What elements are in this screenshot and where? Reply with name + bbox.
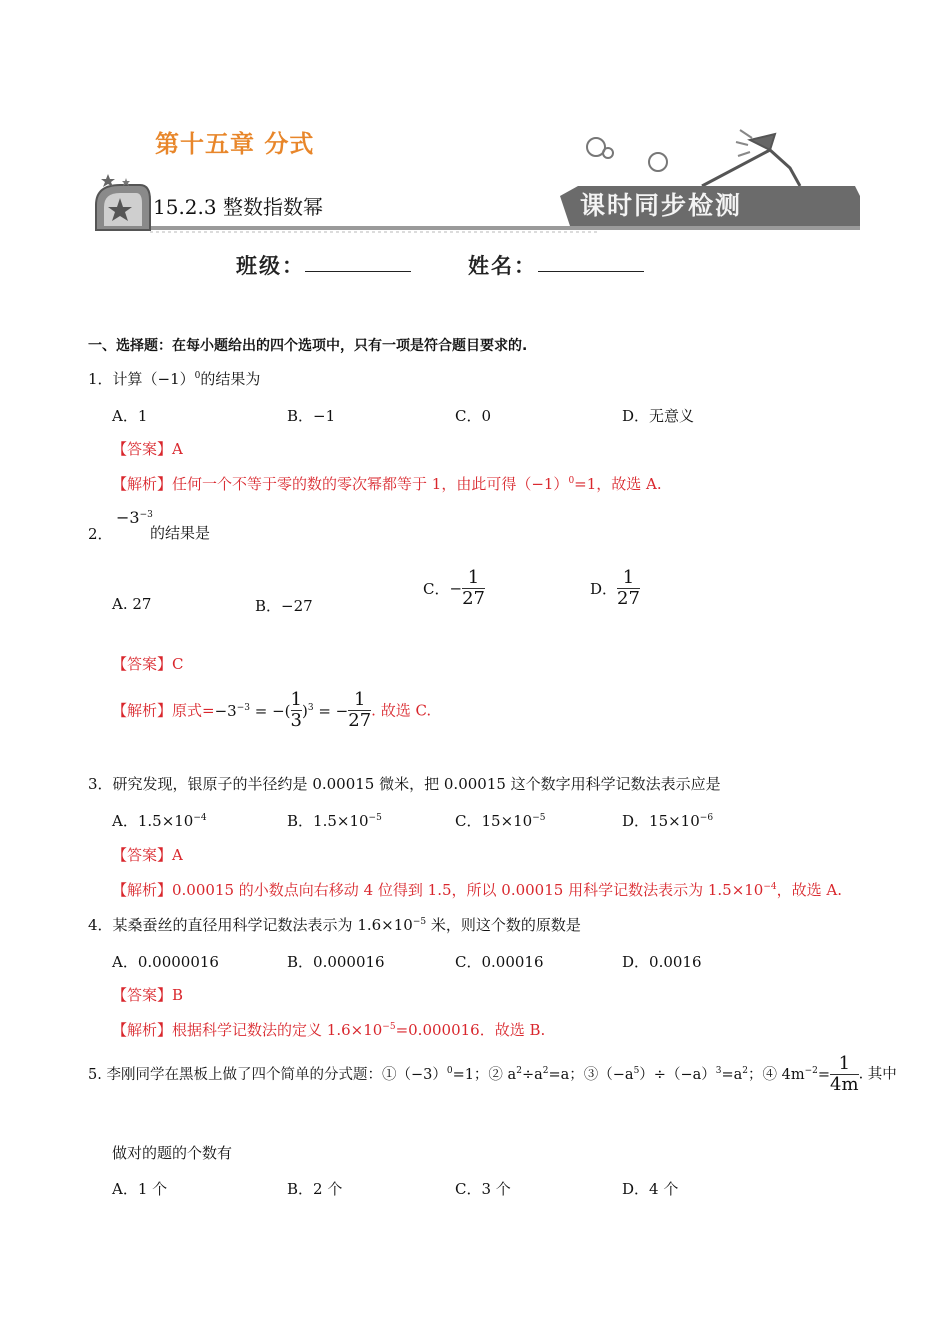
star-badge-icon — [96, 174, 150, 230]
question-5-option-b[interactable]: B．2 个 — [287, 1180, 343, 1198]
question-4-option-d[interactable]: D．0.0016 — [622, 953, 702, 971]
question-2-number: 2． — [88, 525, 113, 543]
question-5-option-c[interactable]: C．3 个 — [455, 1180, 511, 1198]
question-4-option-b[interactable]: B．0.000016 — [287, 953, 385, 971]
name-label: 姓名： — [468, 253, 537, 278]
question-2-option-b[interactable]: B．−27 — [255, 597, 313, 615]
question-1-option-c[interactable]: C．0 — [455, 407, 492, 425]
question-2-option-a[interactable]: A. 27 — [112, 595, 152, 613]
question-3-option-a[interactable]: A．$1.5\times 10^{-4}$ — [112, 812, 207, 830]
question-2-stem: 的结果是 — [150, 524, 211, 542]
question-5-stem-line2: 做对的题的个数有 — [112, 1144, 233, 1162]
question-5-option-a[interactable]: A．1 个 — [112, 1180, 168, 1198]
question-3-option-c[interactable]: C．$15\times 10^{-5}$ — [455, 812, 546, 830]
question-3-option-b[interactable]: B．$1.5\times 10^{-5}$ — [287, 812, 382, 830]
question-3-option-d[interactable]: D．$15\times 10^{-6}$ — [622, 812, 714, 830]
question-1-option-a[interactable]: A．1 — [112, 407, 148, 425]
question-2-answer: 【答案】C — [112, 655, 184, 673]
question-5-option-d[interactable]: D．4 个 — [622, 1180, 679, 1198]
question-4-stem: 4．某桑蚕丝的直径用科学记数法表示为 $1.6\times 10^{-5}$ 米，则这个数的原数是 — [88, 916, 581, 934]
question-1-stem: 1．计算$(-1)^0$的结果为 — [88, 370, 261, 388]
question-1-answer: 【答案】A — [112, 440, 183, 458]
class-label: 班级： — [236, 253, 305, 278]
lamp-icon — [587, 130, 800, 186]
question-4-option-a[interactable]: A．0.0000016 — [112, 953, 219, 971]
header-banner — [0, 0, 950, 240]
question-3-stem: 3．研究发现，银原子的半径约是 0.00015 微米，把 0.00015 这个数字用科学记数法表示应是 — [88, 775, 721, 793]
question-4-option-c[interactable]: C．0.00016 — [455, 953, 544, 971]
chapter-title: 第十五章 分式 — [155, 130, 315, 158]
question-1-analysis: 【解析】任何一个不等于零的数的零次幂都等于 1，由此可得$(-1)^0=1$，故选 A. — [112, 475, 662, 493]
question-2-option-c[interactable]: C．− $\frac{1}{27}$ — [423, 567, 485, 609]
question-2-expression: $-3^{-3}$ — [116, 508, 153, 527]
question-1-option-b[interactable]: B．−1 — [287, 407, 336, 425]
question-2-option-d[interactable]: D． $\frac{1}{27}$ — [590, 567, 640, 609]
question-1-option-d[interactable]: D．无意义 — [622, 407, 695, 425]
section-title: 一、选择题：在每小题给出的四个选项中，只有一项是符合题目要求的. — [88, 338, 528, 354]
question-2-analysis: 【解析】原式$=-3^{-3}$ = −( $\frac{1}{3}$ )$^3$ = − $\frac{1}{27}$ . 故选 C. — [112, 689, 432, 731]
sync-test-label: 课时同步检测 — [580, 191, 743, 220]
question-3-analysis: 【解析】0.00015 的小数点向右移动 4 位得到 1.5，所以 0.00015 用科学记数法表示为 $1.5\times 10^{-4}$，故选 A. — [112, 881, 843, 899]
class-field[interactable] — [305, 271, 411, 272]
question-4-answer: 【答案】B — [112, 986, 184, 1004]
name-field[interactable] — [538, 271, 644, 272]
question-5-stem: 5. 李刚同学在黑板上做了四个简单的分式题：$①(-3)^0=1$；② $a^2\div a^2=a$；$③(-a^5)\div(-a)^3=a^2$；④ $4m^{-2}=$ $\frac{1}{4m}$ . 其中 — [88, 1053, 897, 1095]
lesson-title: 15.2.3 整数指数幂 — [153, 195, 323, 219]
question-4-analysis: 【解析】根据科学记数法的定义 $1.6\times 10^{-5}=0.000016$．故选 B. — [112, 1021, 546, 1039]
question-3-answer: 【答案】A — [112, 846, 183, 864]
